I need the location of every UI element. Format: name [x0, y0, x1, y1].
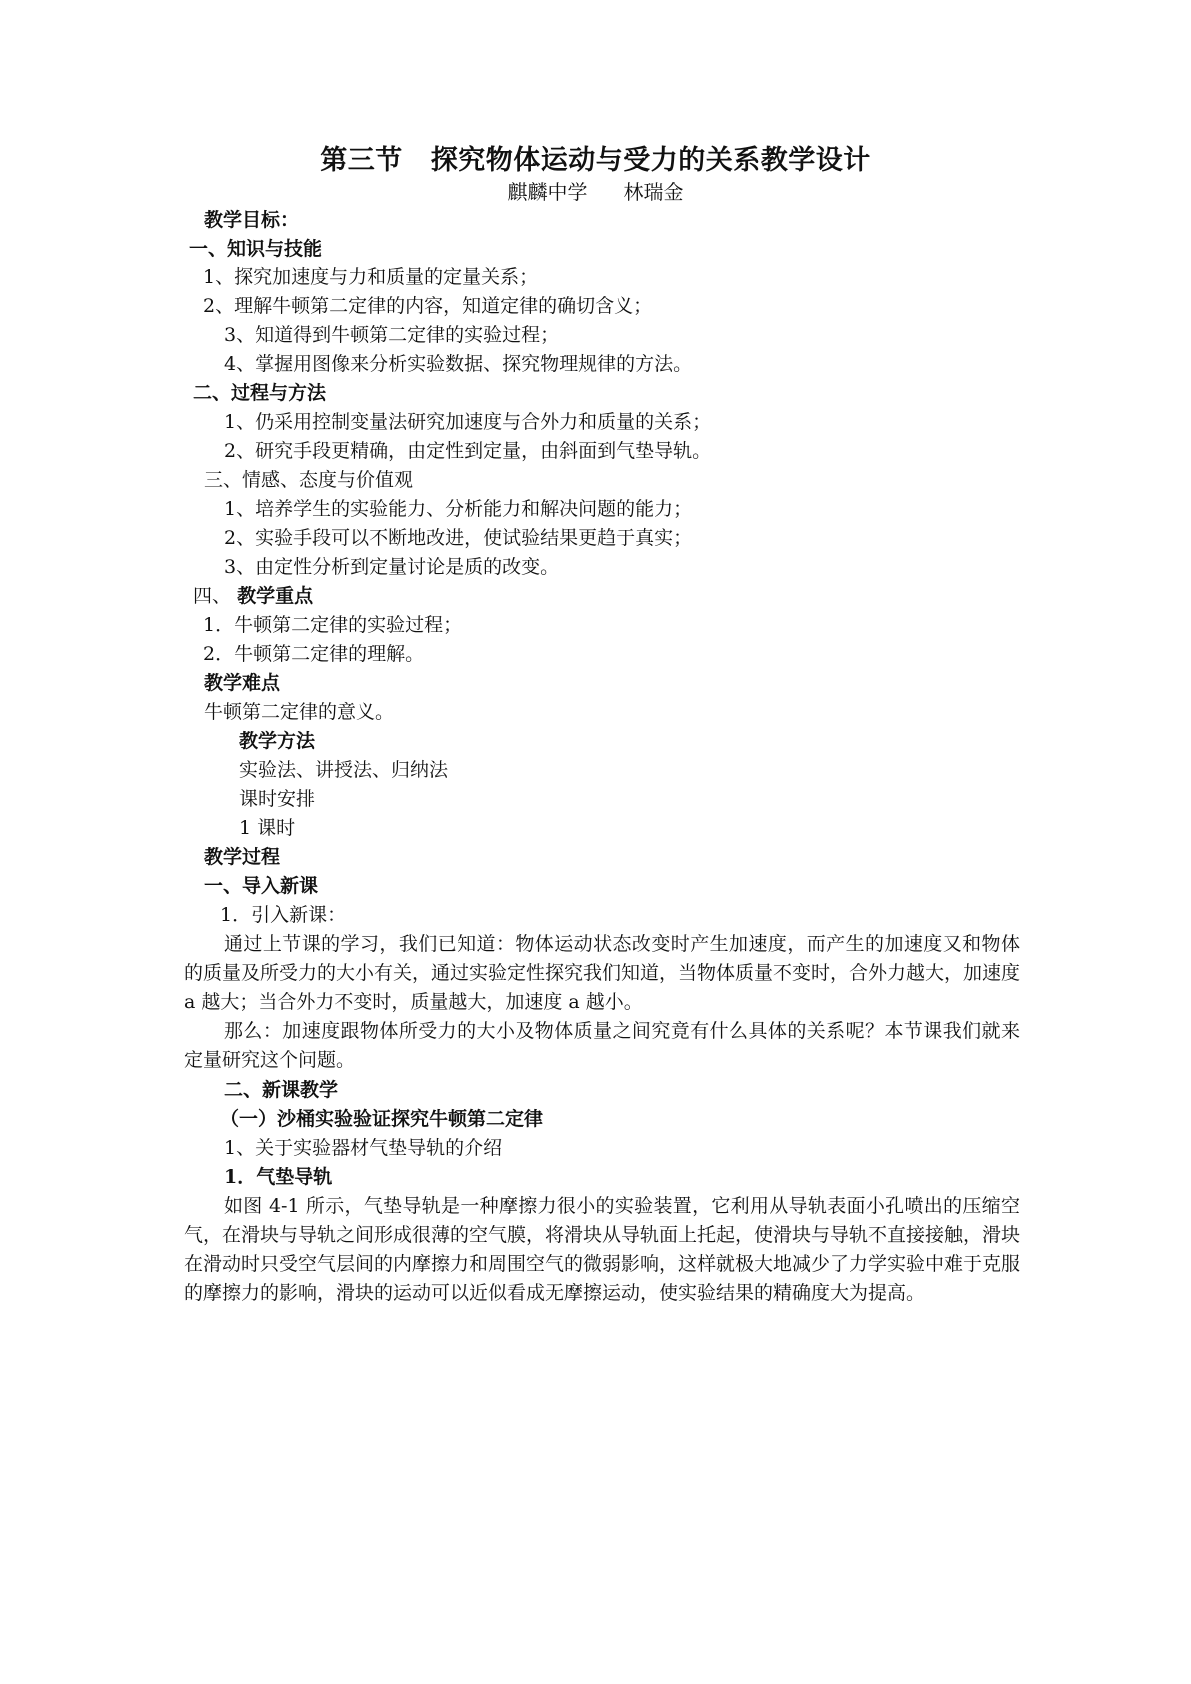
method-heading: 教学方法 — [239, 730, 316, 752]
part1-heading: （一）沙桶实验验证探究牛顿第二定律 — [220, 1108, 544, 1130]
author-line — [0, 178, 1191, 206]
sec2-heading: 二、过程与方法 — [193, 382, 327, 404]
difficulty-text: 牛顿第二定律的意义。 — [204, 701, 395, 723]
part1-item: 1、关于实验器材气垫导轨的介绍 — [224, 1137, 503, 1159]
objectives-heading: 教学目标： — [204, 209, 300, 231]
sec3-item-3: 3、由定性分析到定量讨论是质的改变。 — [224, 556, 560, 578]
sec2-item-1: 1、仍采用控制变量法研究加速度与合外力和质量的关系； — [224, 411, 712, 433]
intro-subheading: 1．引入新课： — [220, 904, 347, 926]
method-text: 实验法、讲授法、归纳法 — [239, 759, 449, 781]
airtrack-heading: 1．气垫导轨 — [224, 1166, 333, 1188]
author-name: 林瑞金 — [623, 180, 684, 204]
sec4-title: 教学重点 — [237, 585, 314, 607]
sec4-item-1: 1．牛顿第二定律的实验过程； — [203, 614, 463, 636]
sec1-item-1: 1、探究加速度与力和质量的定量关系； — [203, 266, 539, 288]
sec1-heading: 一、知识与技能 — [189, 238, 323, 260]
airtrack-paragraph: 如图 4-1 所示，气垫导轨是一种摩擦力很小的实验装置，它利用从导轨表面小孔喷出的压缩空气，在滑块与导轨之间形成很薄的空气膜，将滑块从导轨面上托起，使滑块与导轨不直接接触，滑块在滑动时只受空气层间的内摩擦力和周围空气的微弱影响，这样就极大地减少了力学实验中难于克服的摩擦力的影响，滑块的运动可以近似看成无摩擦运动，使实验结果的精确度大为提高。 — [184, 1195, 1021, 1304]
schedule-heading: 课时安排 — [239, 788, 316, 810]
intro-paragraph-1: 通过上节课的学习，我们已知道：物体运动状态改变时产生加速度，而产生的加速度又和物体的质量及所受力的大小有关，通过实验定性探究我们知道，当物体质量不变时，合外力越大，加速度 a 越大；当合外力不变时，质量越大，加速度 a 越小。 — [184, 933, 1021, 1013]
sec3-item-2: 2、实验手段可以不断地改进，使试验结果更趋于真实； — [224, 527, 693, 549]
sec3-item-1: 1、培养学生的实验能力、分析能力和解决问题的能力； — [224, 498, 693, 520]
sec4-item-2: 2．牛顿第二定律的理解。 — [203, 643, 425, 665]
new-lesson-heading: 二、新课教学 — [224, 1079, 339, 1101]
sec4-heading — [193, 582, 313, 610]
sec4-num: 四、 — [193, 585, 232, 607]
school-name: 麒麟中学 — [507, 180, 588, 204]
sec3-heading: 三、情感、态度与价值观 — [204, 469, 414, 491]
sec2-item-2: 2、研究手段更精确，由定性到定量，由斜面到气垫导轨。 — [224, 440, 712, 462]
sec1-item-4: 4、掌握用图像来分析实验数据、探究物理规律的方法。 — [224, 353, 693, 375]
difficulty-heading: 教学难点 — [204, 672, 281, 694]
title-main: 探究物体运动与受力的关系教学设计 — [430, 145, 871, 176]
schedule-text: 1 课时 — [239, 817, 296, 839]
intro-paragraph-2: 那么：加速度跟物体所受力的大小及物体质量之间究竟有什么具体的关系呢？本节课我们就来定量研究这个问题。 — [184, 1020, 1020, 1071]
sec1-item-3: 3、知道得到牛顿第二定律的实验过程； — [224, 324, 560, 346]
sec1-item-2: 2、理解牛顿第二定律的内容，知道定律的确切含义； — [203, 295, 653, 317]
intro-heading: 一、导入新课 — [204, 875, 319, 897]
document-title — [0, 144, 1191, 178]
title-section: 第三节 — [320, 145, 403, 176]
process-heading: 教学过程 — [204, 846, 281, 868]
